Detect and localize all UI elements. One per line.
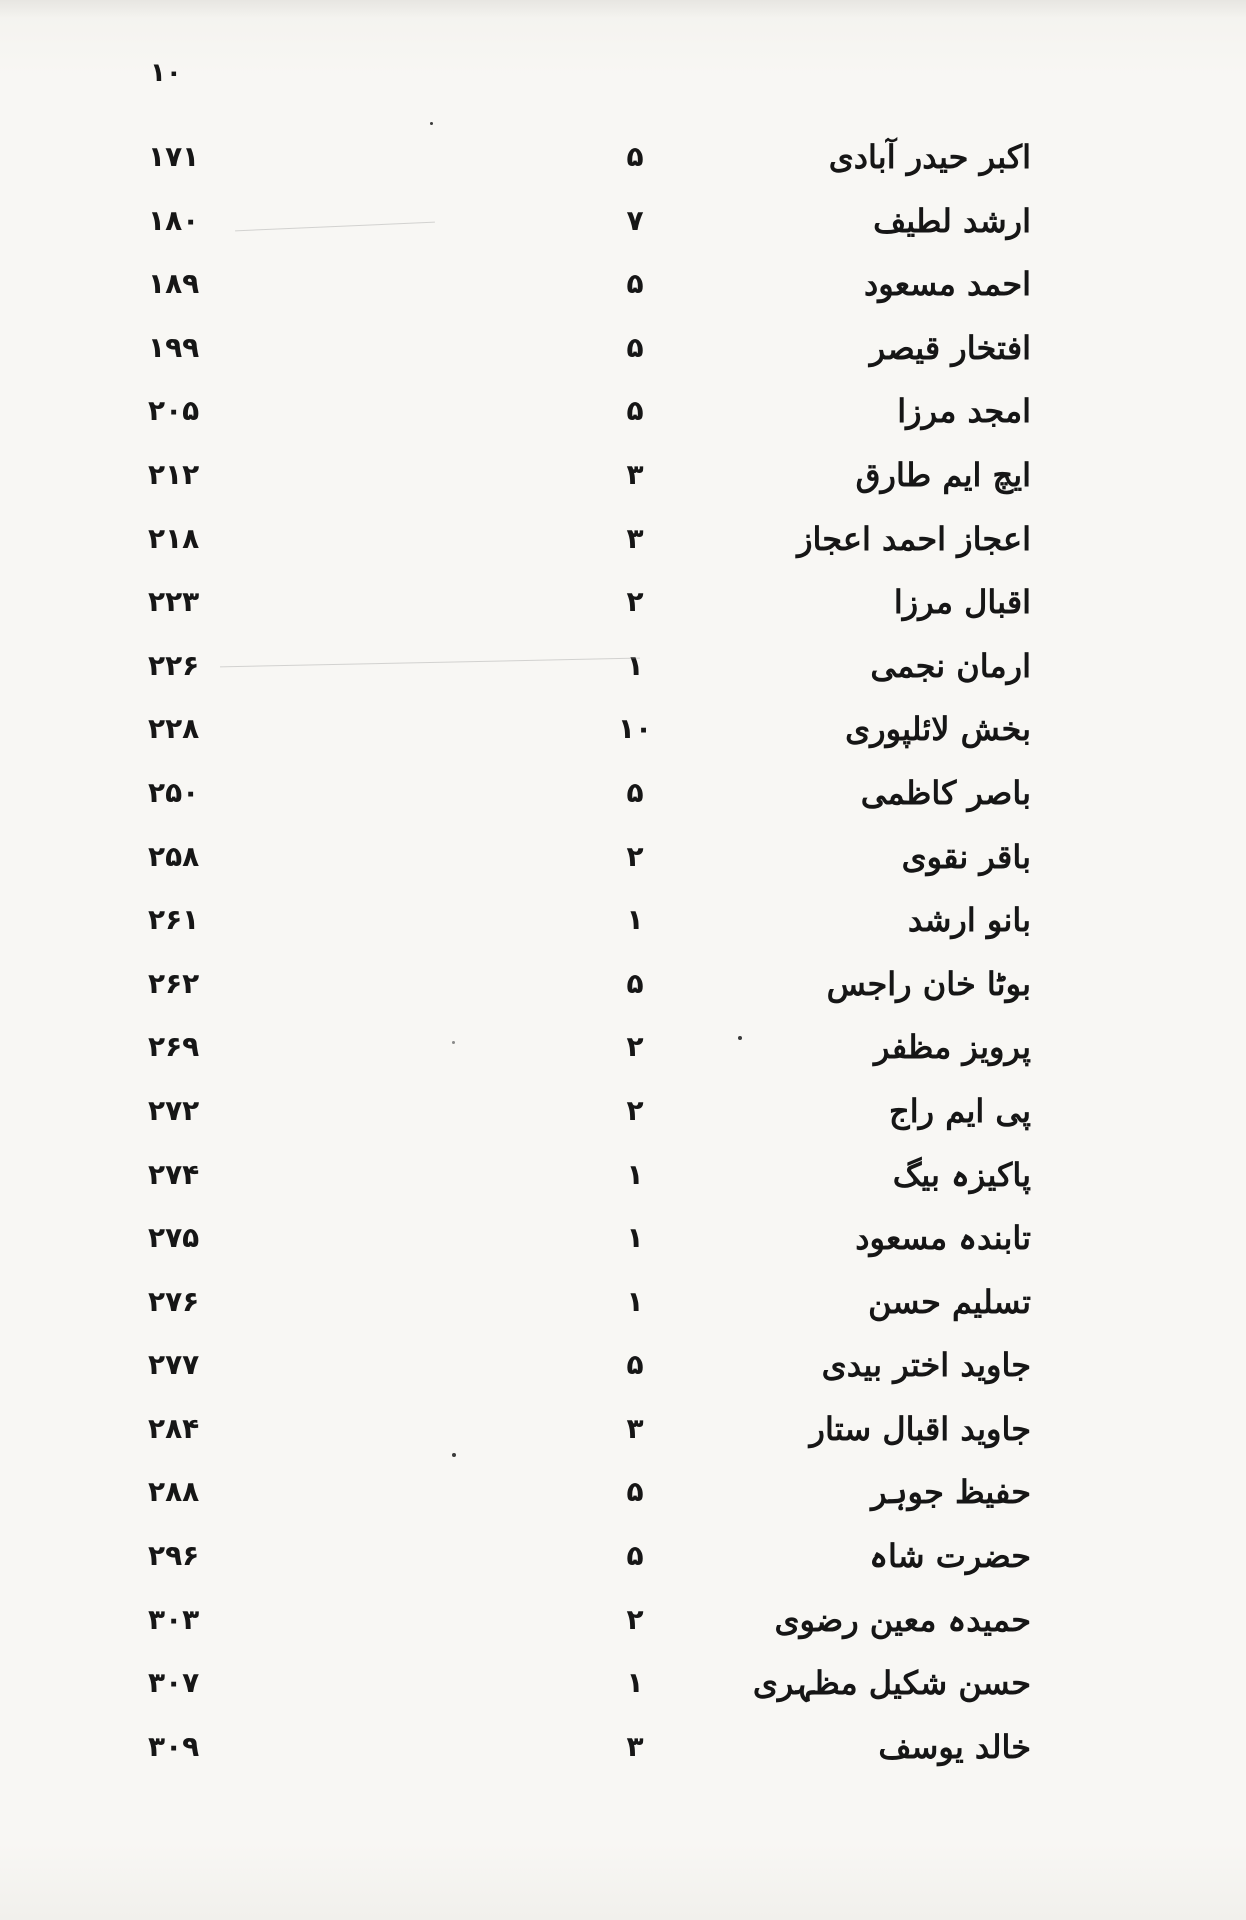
entry-count: ۵	[626, 394, 644, 428]
author-name: تابندہ مسعود	[855, 1219, 1031, 1258]
toc-row	[0, 1089, 1246, 1153]
entry-count: ۱۰	[617, 712, 653, 746]
toc-row	[0, 1407, 1246, 1471]
page-reference: ۲۱۸	[148, 521, 200, 555]
toc-row	[0, 835, 1246, 899]
toc-row	[0, 1470, 1246, 1534]
author-name: اقبال مرزا	[893, 583, 1031, 622]
author-name: خالد یوسف	[878, 1727, 1031, 1766]
table-of-contents	[0, 135, 1246, 1788]
entry-count: ۵	[626, 775, 644, 809]
author-name: بانو ارشد	[907, 901, 1031, 940]
entry-count: ۵	[626, 1348, 644, 1382]
entry-count: ۳	[626, 457, 644, 491]
entry-count: ۵	[626, 1475, 644, 1509]
entry-count: ۲	[626, 585, 644, 619]
entry-count: ۵	[626, 1539, 644, 1573]
page-reference: ۲۸۸	[148, 1475, 200, 1509]
page-reference: ۲۷۷	[148, 1348, 200, 1382]
author-name: بوٹا خان راجس	[826, 964, 1031, 1003]
author-name: ارمان نجمی	[870, 646, 1031, 685]
entry-count: ۲	[626, 1030, 644, 1064]
entry-count: ۱	[626, 648, 644, 682]
toc-row	[0, 1598, 1246, 1662]
page-reference: ۲۶۲	[148, 966, 200, 1000]
entry-count: ۲	[626, 1602, 644, 1636]
author-name: باقر نقوی	[901, 837, 1031, 876]
entry-count: ۷	[626, 203, 644, 237]
page-reference: ۲۲۶	[148, 648, 200, 682]
page-reference: ۲۵۰	[148, 775, 200, 809]
author-name: تسلیم حسن	[868, 1282, 1031, 1321]
page-reference: ۳۰۳	[148, 1602, 200, 1636]
entry-count: ۵	[626, 140, 644, 173]
toc-row	[0, 898, 1246, 962]
scan-speck	[430, 122, 433, 125]
page-reference: ۲۶۹	[148, 1030, 200, 1064]
author-name: پاکیزہ بیگ	[892, 1155, 1031, 1194]
toc-row	[0, 453, 1246, 517]
author-name: حسن شکیل مظہری	[752, 1664, 1031, 1703]
page-reference: ۱۷۱	[148, 140, 200, 173]
page-reference: ۲۹۶	[148, 1539, 200, 1573]
toc-row	[0, 1534, 1246, 1598]
author-name: پرویز مظفر	[874, 1028, 1031, 1067]
toc-row	[0, 1725, 1246, 1789]
author-name: جاوید اختر بیدی	[821, 1346, 1031, 1385]
page-reference: ۱۸۹	[148, 267, 200, 301]
page-reference: ۲۸۴	[148, 1411, 200, 1445]
page-reference: ۲۶۱	[148, 903, 200, 937]
toc-row	[0, 580, 1246, 644]
entry-count: ۳	[626, 521, 644, 555]
toc-row	[0, 1661, 1246, 1725]
page-reference: ۳۰۹	[148, 1729, 200, 1763]
entry-count: ۱	[626, 903, 644, 937]
author-name: احمد مسعود	[863, 265, 1031, 304]
toc-row	[0, 1343, 1246, 1407]
page-reference: ۲۵۸	[148, 839, 200, 873]
entry-count: ۲	[626, 1093, 644, 1127]
page-reference: ۲۰۵	[148, 394, 200, 428]
page-reference: ۲۷۲	[148, 1093, 200, 1127]
toc-row	[0, 644, 1246, 708]
author-name: جاوید اقبال ستار	[809, 1409, 1031, 1448]
author-name: امجد مرزا	[897, 392, 1031, 431]
author-name: اعجاز احمد اعجاز	[797, 519, 1031, 558]
toc-row	[0, 707, 1246, 771]
entry-count: ۵	[626, 330, 644, 364]
toc-row	[0, 1280, 1246, 1344]
author-name: ایچ ایم طارق	[855, 455, 1031, 494]
toc-row	[0, 517, 1246, 581]
page-reference: ۱۹۹	[148, 330, 200, 364]
toc-row	[0, 1025, 1246, 1089]
page-reference: ۲۲۸	[148, 712, 200, 746]
page-reference: ۲۲۳	[148, 585, 200, 619]
page-reference: ۲۷۵	[148, 1221, 200, 1255]
toc-row	[0, 326, 1246, 390]
toc-row	[0, 135, 1246, 199]
toc-row	[0, 1216, 1246, 1280]
page-reference: ۳۰۷	[148, 1666, 200, 1700]
entry-count: ۱	[626, 1221, 644, 1255]
scan-speck	[452, 1453, 456, 1457]
author-name: بخش لائلپوری	[845, 710, 1031, 749]
toc-row	[0, 389, 1246, 453]
entry-count: ۳	[626, 1729, 644, 1763]
scan-speck	[452, 1041, 455, 1044]
toc-row	[0, 199, 1246, 263]
author-name: افتخار قیصر	[869, 328, 1031, 367]
page-reference: ۲۷۶	[148, 1284, 200, 1318]
page-reference: ۲۷۴	[148, 1157, 200, 1191]
page-reference: ۱۸۰	[148, 203, 200, 237]
author-name: حضرت شاہ	[869, 1537, 1031, 1576]
entry-count: ۱	[626, 1666, 644, 1700]
entry-count: ۵	[626, 267, 644, 301]
entry-count: ۵	[626, 966, 644, 1000]
entry-count: ۲	[626, 839, 644, 873]
toc-row	[0, 262, 1246, 326]
page-top-edge	[0, 0, 1246, 18]
scan-speck	[738, 1036, 742, 1040]
toc-row	[0, 771, 1246, 835]
toc-row	[0, 1153, 1246, 1217]
author-name: پی ایم راج	[889, 1091, 1031, 1130]
toc-row	[0, 962, 1246, 1026]
author-name: اکبر حیدر آبادی	[828, 138, 1031, 176]
author-name: ارشد لطیف	[873, 201, 1031, 240]
entry-count: ۳	[626, 1411, 644, 1445]
author-name: باصر کاظمی	[860, 773, 1031, 812]
author-name: حفیظ جوہر	[871, 1473, 1031, 1512]
page-reference: ۲۱۲	[148, 457, 200, 491]
entry-count: ۱	[626, 1284, 644, 1318]
author-name: حمیدہ معین رضوی	[774, 1600, 1031, 1639]
entry-count: ۱	[626, 1157, 644, 1191]
page-number: ۱۰	[150, 58, 182, 88]
